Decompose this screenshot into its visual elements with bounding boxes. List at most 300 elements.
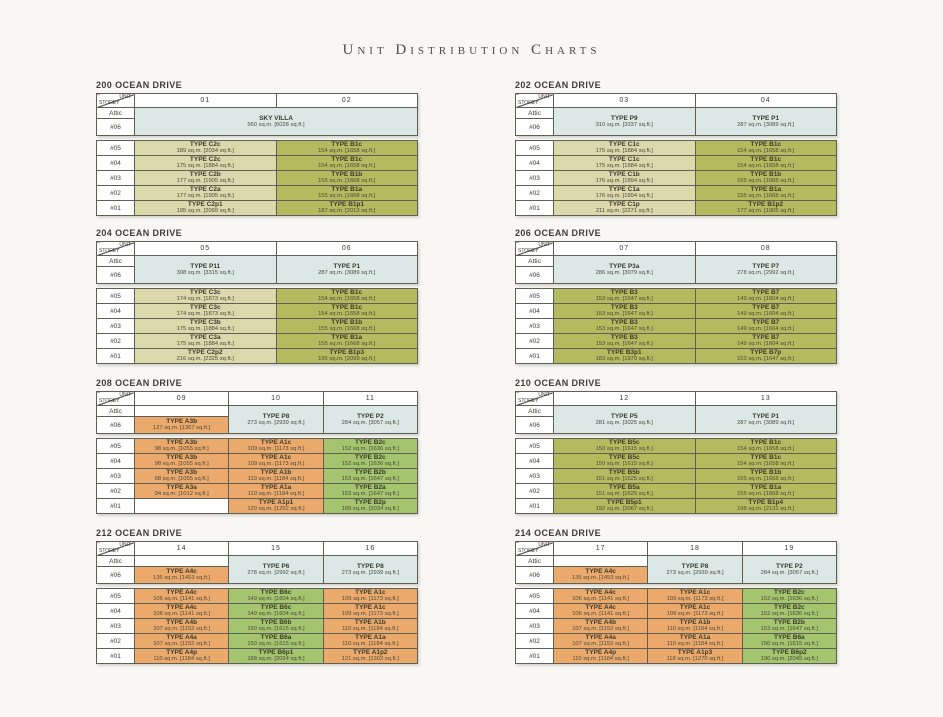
unit-area: 183 sq.m. [1970 sq.ft.] <box>595 356 653 363</box>
unit-area: 281 sq.m. [3025 sq.ft.] <box>595 419 653 426</box>
unit-column-header: 15 <box>229 542 323 556</box>
unit-type: TYPE B6p1 <box>258 649 294 657</box>
unit-area: 109 sq.m. [1173 sq.ft.] <box>247 446 305 453</box>
corner-unit-label: UNIT <box>538 94 550 100</box>
storey-label: #06 <box>97 567 135 584</box>
unit-area: 175 sq.m. [1884 sq.ft.] <box>176 341 234 348</box>
corner-storey-label: STOREY <box>518 248 539 254</box>
distribution-table-floors-section <box>96 588 418 664</box>
unit-cell <box>554 349 696 364</box>
unit-cell <box>554 454 696 469</box>
unit-cell <box>695 304 837 319</box>
unit-cell <box>554 201 696 216</box>
storey-label: #05 <box>97 589 135 604</box>
table-title: 212 OCEAN DRIVE <box>96 528 183 538</box>
unit-area: 98 sq.m. [1055 sq.ft.] <box>154 461 209 468</box>
unit-storey-corner <box>516 242 554 256</box>
storey-label: #02 <box>516 484 554 499</box>
unit-type: TYPE P1 <box>752 114 780 122</box>
storey-label: #04 <box>97 604 135 619</box>
unit-type: TYPE B2b <box>773 619 805 627</box>
unit-area: 154 sq.m. [1658 sq.ft.] <box>318 311 376 318</box>
table-title: 206 OCEAN DRIVE <box>515 228 602 238</box>
storey-label: #04 <box>97 304 135 319</box>
unit-area: 278 sq.m. [2992 sq.ft.] <box>247 569 305 576</box>
table-block-200-ocean-drive <box>96 80 418 216</box>
distribution-table-header-section <box>515 93 837 136</box>
storey-label: #02 <box>97 186 135 201</box>
unit-column-header: 09 <box>135 392 229 406</box>
table-block-212-ocean-drive <box>96 528 418 664</box>
unit-cell <box>323 556 417 584</box>
unit-type: TYPE B6p2 <box>771 649 807 657</box>
unit-cell <box>323 484 417 499</box>
unit-area: 155 sq.m. [1668 sq.ft.] <box>737 491 795 498</box>
unit-cell <box>135 417 229 434</box>
unit-type: TYPE B2c <box>354 454 386 462</box>
unit-cell <box>742 589 836 604</box>
unit-cell <box>554 304 696 319</box>
unit-area: 109 sq.m. [1173 sq.ft.] <box>666 611 724 618</box>
unit-cell <box>554 484 696 499</box>
distribution-table-floors-section <box>96 288 418 364</box>
unit-column-header: 18 <box>648 542 742 556</box>
unit-type: TYPE B2p <box>354 499 386 507</box>
unit-cell <box>554 604 648 619</box>
unit-cell <box>554 171 696 186</box>
unit-area: 190 sq.m. [2045 sq.ft.] <box>760 656 818 663</box>
unit-type: TYPE P6 <box>262 562 290 570</box>
unit-type: TYPE A4c <box>166 604 197 612</box>
distribution-table-header-section <box>96 93 418 136</box>
unit-cell <box>135 186 277 201</box>
unit-column-header: 05 <box>135 242 277 256</box>
unit-area: 560 sq.m. [6028 sq.ft.] <box>247 121 305 128</box>
storey-label: #03 <box>97 469 135 484</box>
empty-cell <box>135 499 229 514</box>
unit-type: TYPE C1p <box>608 201 640 209</box>
storey-label: #02 <box>97 334 135 349</box>
unit-type: TYPE A1a <box>355 634 386 642</box>
unit-type: TYPE B5p1 <box>606 499 642 507</box>
storey-label: #04 <box>97 454 135 469</box>
unit-area: 153 sq.m. [1647 sq.ft.] <box>595 326 653 333</box>
unit-area: 273 sq.m. [2939 sq.ft.] <box>341 569 399 576</box>
unit-type: TYPE B7p <box>750 349 782 357</box>
unit-type: TYPE B7 <box>752 319 780 327</box>
distribution-table-floors-section <box>515 438 837 514</box>
unit-type: TYPE B3 <box>610 304 638 312</box>
unit-area: 176 sq.m. [1894 sq.ft.] <box>595 178 653 185</box>
unit-cell <box>135 604 229 619</box>
storey-label: #06 <box>516 567 554 584</box>
unit-cell <box>276 156 418 171</box>
unit-area: 154 sq.m. [1658 sq.ft.] <box>737 163 795 170</box>
unit-cell <box>554 649 648 664</box>
unit-column-header: 14 <box>135 542 229 556</box>
unit-cell <box>554 499 696 514</box>
unit-cell <box>135 289 277 304</box>
unit-area: 151 sq.m. [1625 sq.ft.] <box>595 491 653 498</box>
unit-cell <box>742 649 836 664</box>
unit-cell <box>695 406 837 434</box>
unit-area: 110 sq.m. [1184 sq.ft.] <box>247 491 305 498</box>
unit-cell <box>135 141 277 156</box>
unit-cell <box>323 604 417 619</box>
unit-type: TYPE A3b <box>166 418 198 426</box>
unit-area: 308 sq.m. [3315 sq.ft.] <box>176 269 234 276</box>
unit-cell <box>276 304 418 319</box>
unit-cell <box>323 454 417 469</box>
storey-label: #03 <box>516 171 554 186</box>
unit-type: TYPE P8 <box>681 562 709 570</box>
corner-unit-label: UNIT <box>538 242 550 248</box>
unit-type: TYPE A3b <box>166 469 198 477</box>
corner-storey-label: STOREY <box>518 100 539 106</box>
unit-area: 216 sq.m. [2325 sq.ft.] <box>176 356 234 363</box>
storey-label: #04 <box>516 304 554 319</box>
unit-area: 118 sq.m. [1270 sq.ft.] <box>666 656 724 663</box>
unit-type: TYPE A4c <box>585 589 616 597</box>
unit-type: TYPE P2 <box>775 562 803 570</box>
distribution-table-header-section <box>96 541 418 584</box>
unit-column-header: 04 <box>695 94 837 108</box>
unit-area: 150 sq.m. [1615 sq.ft.] <box>595 461 653 468</box>
unit-cell <box>695 108 837 136</box>
unit-type: TYPE C3c <box>189 289 221 297</box>
corner-unit-label: UNIT <box>119 542 131 548</box>
storey-label: #06 <box>97 417 135 434</box>
unit-cell <box>648 589 742 604</box>
unit-cell <box>276 289 418 304</box>
unit-area: 107 sq.m. [1152 sq.ft.] <box>153 626 211 633</box>
unit-area: 109 sq.m. [1173 sq.ft.] <box>247 461 305 468</box>
unit-area: 192 sq.m. [2067 sq.ft.] <box>595 506 653 513</box>
unit-type: TYPE C3a <box>189 334 221 342</box>
unit-type: TYPE C2p1 <box>187 201 223 209</box>
unit-type: TYPE B1b <box>331 319 363 327</box>
unit-area: 120 sq.m. [1292 sq.ft.] <box>247 506 305 513</box>
unit-type: TYPE A4c <box>585 568 616 576</box>
unit-area: 98 sq.m. [1055 sq.ft.] <box>154 446 209 453</box>
unit-area: 155 sq.m. [1668 sq.ft.] <box>737 193 795 200</box>
unit-cell <box>323 439 417 454</box>
unit-type: TYPE C1b <box>608 171 640 179</box>
unit-cell <box>276 256 418 284</box>
storey-label: #02 <box>516 186 554 201</box>
unit-cell <box>276 319 418 334</box>
unit-type: TYPE B1a <box>750 484 782 492</box>
unit-area: 189 sq.m. [2034 sq.ft.] <box>176 148 234 155</box>
unit-column-header: 12 <box>554 392 696 406</box>
unit-type: SKY VILLA <box>259 114 293 122</box>
unit-type: TYPE A4a <box>585 634 616 642</box>
distribution-table-floors-section <box>515 140 837 216</box>
empty-cell <box>135 556 229 567</box>
unit-area: 187 sq.m. [2013 sq.ft.] <box>318 208 376 215</box>
unit-type: TYPE A4c <box>166 568 197 576</box>
unit-column-header: 01 <box>135 94 277 108</box>
unit-column-header: 11 <box>323 392 417 406</box>
unit-cell <box>695 319 837 334</box>
storey-label: Attic <box>516 108 554 119</box>
unit-type: TYPE B1a <box>750 186 782 194</box>
unit-type: TYPE P1 <box>333 262 361 270</box>
unit-cell <box>135 319 277 334</box>
unit-type: TYPE P8 <box>262 412 290 420</box>
page-title: Unit Distribution Charts <box>342 42 601 58</box>
storey-label: #06 <box>516 119 554 136</box>
storey-label: #05 <box>97 439 135 454</box>
empty-cell <box>554 556 648 567</box>
unit-storey-corner <box>516 94 554 108</box>
storey-label: #06 <box>516 267 554 284</box>
unit-area: 153 sq.m. [1647 sq.ft.] <box>595 341 653 348</box>
unit-cell <box>229 439 323 454</box>
unit-type: TYPE A3b <box>166 454 198 462</box>
unit-area: 153 sq.m. [1647 sq.ft.] <box>595 296 653 303</box>
storey-label: #04 <box>516 454 554 469</box>
corner-unit-label: UNIT <box>538 542 550 548</box>
unit-area: 175 sq.m. [1884 sq.ft.] <box>595 148 653 155</box>
unit-area: 211 sq.m. [2271 sq.ft.] <box>595 208 653 215</box>
unit-type: TYPE C2c <box>189 141 221 149</box>
storey-label: #01 <box>516 201 554 216</box>
unit-area: 310 sq.m. [3337 sq.ft.] <box>595 121 653 128</box>
corner-unit-label: UNIT <box>119 242 131 248</box>
unit-cell <box>554 619 648 634</box>
unit-type: TYPE P5 <box>610 412 638 420</box>
table-block-204-ocean-drive <box>96 228 418 364</box>
unit-cell <box>695 289 837 304</box>
unit-type: TYPE C3c <box>189 304 221 312</box>
unit-area: 278 sq.m. [2992 sq.ft.] <box>737 269 795 276</box>
unit-cell <box>229 634 323 649</box>
unit-area: 287 sq.m. [3089 sq.ft.] <box>737 121 795 128</box>
unit-area: 155 sq.m. [1668 sq.ft.] <box>737 178 795 185</box>
unit-type: TYPE B6c <box>260 604 292 612</box>
table-block-206-ocean-drive <box>515 228 837 364</box>
unit-column-header: 03 <box>554 94 696 108</box>
unit-type: TYPE B5c <box>608 439 640 447</box>
unit-area: 284 sq.m. [3057 sq.ft.] <box>760 569 818 576</box>
storey-label: #02 <box>516 634 554 649</box>
corner-unit-label: UNIT <box>538 392 550 398</box>
unit-cell <box>554 567 648 584</box>
unit-cell <box>135 256 277 284</box>
storey-label: #01 <box>97 349 135 364</box>
distribution-table-header-section <box>96 241 418 284</box>
unit-type: TYPE B3 <box>610 334 638 342</box>
unit-type: TYPE B2c <box>354 439 386 447</box>
unit-column-header: 07 <box>554 242 696 256</box>
unit-area: 109 sq.m. [1173 sq.ft.] <box>341 596 399 603</box>
unit-area: 174 sq.m. [1873 sq.ft.] <box>176 296 234 303</box>
unit-cell <box>695 334 837 349</box>
corner-storey-label: STOREY <box>99 248 120 254</box>
unit-area: 152 sq.m. [1636 sq.ft.] <box>341 446 399 453</box>
table-title: 210 OCEAN DRIVE <box>515 378 602 388</box>
empty-cell <box>135 406 229 417</box>
unit-area: 110 sq.m. [1184 sq.ft.] <box>666 641 724 648</box>
unit-cell <box>648 649 742 664</box>
unit-cell <box>554 634 648 649</box>
unit-storey-corner <box>97 94 135 108</box>
unit-area: 177 sq.m. [1905 sq.ft.] <box>176 193 234 200</box>
unit-area: 174 sq.m. [1873 sq.ft.] <box>176 311 234 318</box>
unit-area: 152 sq.m. [1636 sq.ft.] <box>341 461 399 468</box>
unit-area: 110 sq.m. [1184 sq.ft.] <box>153 656 210 663</box>
unit-type: TYPE A4b <box>166 619 198 627</box>
storey-label: #04 <box>516 156 554 171</box>
unit-cell <box>554 334 696 349</box>
unit-type: TYPE C2a <box>189 186 221 194</box>
unit-area: 195 sq.m. [2099 sq.ft.] <box>318 356 376 363</box>
unit-cell <box>695 141 837 156</box>
table-block-210-ocean-drive <box>515 378 837 514</box>
unit-type: TYPE A1p3 <box>677 649 713 657</box>
unit-cell <box>135 634 229 649</box>
unit-type: TYPE B1a <box>331 334 363 342</box>
distribution-table-header-section <box>96 391 418 434</box>
unit-type: TYPE A1c <box>355 589 386 597</box>
unit-cell <box>554 186 696 201</box>
unit-cell <box>135 454 229 469</box>
distribution-table-floors-section <box>515 588 837 664</box>
unit-cell <box>742 604 836 619</box>
unit-type: TYPE P3a <box>609 262 640 270</box>
unit-cell <box>276 201 418 216</box>
distribution-table-floors-section <box>515 288 837 364</box>
unit-type: TYPE B1c <box>750 454 782 462</box>
storey-label: #01 <box>97 649 135 664</box>
unit-cell <box>742 619 836 634</box>
storey-label: Attic <box>97 556 135 567</box>
unit-cell <box>323 619 417 634</box>
unit-type: TYPE B2c <box>773 604 805 612</box>
unit-area: 155 sq.m. [1668 sq.ft.] <box>737 476 795 483</box>
storey-label: #04 <box>97 156 135 171</box>
unit-cell <box>695 256 837 284</box>
unit-type: TYPE A1b <box>679 619 711 627</box>
unit-area: 106 sq.m. [1141 sq.ft.] <box>572 596 630 603</box>
unit-cell <box>135 567 229 584</box>
unit-type: TYPE A1b <box>354 619 386 627</box>
unit-cell <box>695 171 837 186</box>
storey-label: #06 <box>97 119 135 136</box>
storey-label: Attic <box>516 556 554 567</box>
unit-type: TYPE B3 <box>610 289 638 297</box>
unit-cell <box>135 156 277 171</box>
unit-area: 195 sq.m. [2099 sq.ft.] <box>176 208 234 215</box>
unit-area: 149 sq.m. [1604 sq.ft.] <box>247 596 305 603</box>
unit-area: 121 sq.m. [1302 sq.ft.] <box>341 656 399 663</box>
storey-label: Attic <box>516 406 554 417</box>
storey-label: #04 <box>516 604 554 619</box>
unit-area: 110 sq.m. [1184 sq.ft.] <box>666 626 724 633</box>
unit-area: 150 sq.m. [1615 sq.ft.] <box>595 446 653 453</box>
unit-type: TYPE A3b <box>166 439 198 447</box>
unit-type: TYPE B1p3 <box>329 349 365 357</box>
unit-cell <box>695 349 837 364</box>
unit-cell <box>323 499 417 514</box>
unit-area: 153 sq.m. [1647 sq.ft.] <box>341 476 399 483</box>
unit-area: 273 sq.m. [2939 sq.ft.] <box>247 419 305 426</box>
unit-type: TYPE B1c <box>331 289 363 297</box>
unit-type: TYPE B3 <box>610 319 638 327</box>
unit-type: TYPE A1c <box>679 589 711 597</box>
storey-label: #01 <box>97 499 135 514</box>
unit-type: TYPE B1b <box>750 171 782 179</box>
corner-storey-label: STOREY <box>518 548 539 554</box>
unit-type: TYPE B6a <box>773 634 805 642</box>
unit-type: TYPE A1c <box>679 604 711 612</box>
storey-label: Attic <box>516 256 554 267</box>
unit-cell <box>229 619 323 634</box>
unit-cell <box>742 556 836 584</box>
unit-cell <box>554 469 696 484</box>
storey-label: #02 <box>97 634 135 649</box>
unit-cell <box>554 319 696 334</box>
unit-type: TYPE C1a <box>608 186 640 194</box>
unit-area: 150 sq.m. [1615 sq.ft.] <box>247 641 305 648</box>
unit-type: TYPE A4c <box>585 604 616 612</box>
table-block-208-ocean-drive <box>96 378 418 514</box>
unit-type: TYPE B1p2 <box>748 201 784 209</box>
unit-area: 135 sq.m. [1453 sq.ft.] <box>571 575 630 582</box>
unit-type: TYPE B1p1 <box>329 201 365 209</box>
unit-storey-corner <box>516 392 554 406</box>
storey-label: Attic <box>97 108 135 119</box>
unit-column-header: 16 <box>323 542 417 556</box>
unit-type: TYPE C3b <box>189 319 221 327</box>
unit-area: 106 sq.m. [1141 sq.ft.] <box>153 596 211 603</box>
unit-area: 153 sq.m. [1647 sq.ft.] <box>760 626 818 633</box>
unit-type: TYPE B2b <box>354 469 386 477</box>
unit-cell <box>229 469 323 484</box>
unit-type: TYPE B7 <box>752 289 780 297</box>
unit-area: 149 sq.m. [1604 sq.ft.] <box>247 611 305 618</box>
unit-cell <box>229 454 323 469</box>
unit-area: 151 sq.m. [1625 sq.ft.] <box>595 476 653 483</box>
table-block-202-ocean-drive <box>515 80 837 216</box>
unit-type: TYPE B1b <box>750 469 782 477</box>
unit-area: 107 sq.m. [1152 sq.ft.] <box>572 626 630 633</box>
unit-cell <box>742 634 836 649</box>
table-title: 202 OCEAN DRIVE <box>515 80 602 90</box>
unit-area: 106 sq.m. [1141 sq.ft.] <box>572 611 630 618</box>
unit-type: TYPE A1a <box>679 634 711 642</box>
unit-type: TYPE B1c <box>750 439 782 447</box>
corner-unit-label: UNIT <box>119 94 131 100</box>
unit-type: TYPE A4b <box>585 619 617 627</box>
unit-area: 107 sq.m. [1152 sq.ft.] <box>572 641 630 648</box>
unit-column-header: 17 <box>554 542 648 556</box>
unit-type: TYPE B7 <box>752 334 780 342</box>
unit-type: TYPE A1b <box>260 469 292 477</box>
unit-cell <box>648 556 742 584</box>
unit-cell <box>554 439 696 454</box>
unit-cell <box>323 634 417 649</box>
unit-type: TYPE P2 <box>356 412 384 420</box>
unit-type: TYPE A1c <box>355 604 386 612</box>
unit-area: 175 sq.m. [1884 sq.ft.] <box>176 163 234 170</box>
unit-cell <box>135 589 229 604</box>
corner-storey-label: STOREY <box>99 548 120 554</box>
unit-area: 149 sq.m. [1604 sq.ft.] <box>737 326 795 333</box>
unit-cell <box>695 469 837 484</box>
distribution-table-header-section <box>515 391 837 434</box>
